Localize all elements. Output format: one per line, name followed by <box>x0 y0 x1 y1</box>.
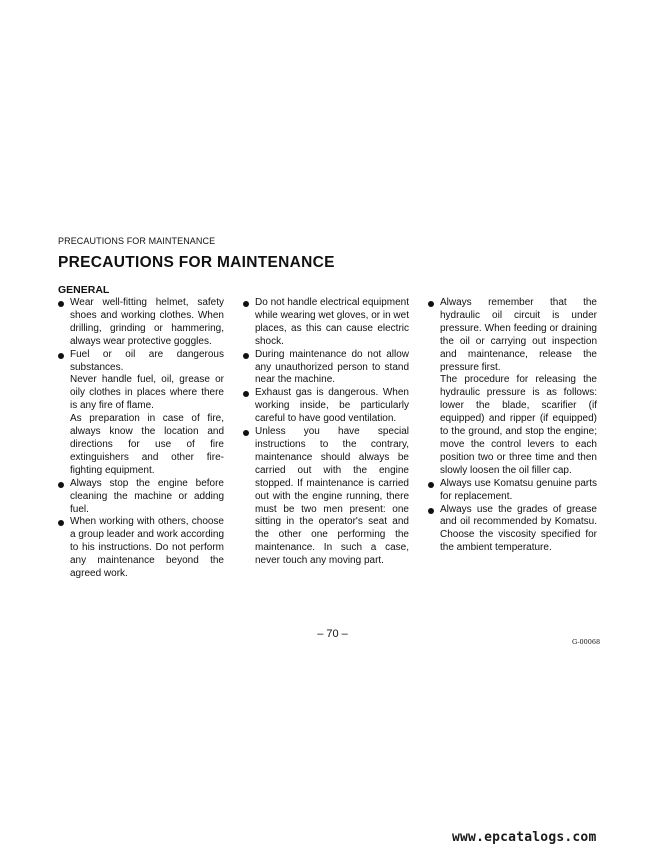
bullet-item <box>58 349 224 478</box>
bullet-dot-icon <box>428 482 434 488</box>
bullet-text: Fuel or oil are dangerous substances. <box>70 348 224 373</box>
bullet-dot-icon <box>243 301 249 307</box>
bullet-text: Always use Komatsu genuine parts for replacement. <box>440 477 597 502</box>
running-head: PRECAUTIONS FOR MAINTENANCE <box>58 236 216 246</box>
bullet-item <box>428 478 597 504</box>
bullet-text: Exhaust gas is dangerous. When working inside, be particularly careful to have good ventilation. <box>255 387 409 425</box>
bullet-item <box>243 426 409 568</box>
watermark-url: www.epcatalogs.com <box>452 830 597 845</box>
bullet-item <box>58 478 224 517</box>
bullet-text: Unless you have special instructions to the contrary, maintenance should always be carried out with the engine stopped. If maintenance is carried out with the engine running, there must be two men present: one sitting in the operator's seat and the other one performing the maintenance. In such a case, never touch any moving part. <box>255 426 409 567</box>
bullet-item <box>243 387 409 426</box>
bullet-item <box>243 349 409 388</box>
column-1 <box>58 297 224 581</box>
bullet-item <box>243 297 409 349</box>
page-number: – 70 – <box>317 628 348 640</box>
bullet-dot-icon <box>428 301 434 307</box>
bullet-item <box>58 297 224 349</box>
bullet-text: Always stop the engine before cleaning the machine or adding fuel. <box>70 477 224 515</box>
bullet-text: Always use the grades of grease and oil recommended by Komatsu. Choose the viscosity specified for the ambient temperature. <box>440 503 597 554</box>
bullet-text: During maintenance do not allow any unauthorized person to stand near the machine. <box>255 348 409 386</box>
bullet-item <box>428 297 597 478</box>
bullet-text: Wear well-fitting helmet, safety shoes and working clothes. When drilling, grinding or hammering, always wear protective goggles. <box>70 297 224 347</box>
bullet-dot-icon <box>428 508 434 514</box>
bullet-item <box>58 516 224 581</box>
page-title: PRECAUTIONS FOR MAINTENANCE <box>58 254 335 271</box>
bullet-text: The procedure for releasing the hydraulic pressure is as follows: lower the blade, scarifier (if equipped) and ripper (if equipped) to the ground, and stop the engine; move the control levers to each position two or three time and then slowly loosen the oil filler cap. <box>440 374 597 476</box>
column-3 <box>428 297 597 555</box>
reference-code: G-00068 <box>572 638 601 646</box>
bullet-dot-icon <box>243 353 249 359</box>
bullet-text: Always remember that the hydraulic oil circuit is under pressure. When feeding or draining the oil or carrying out inspection and maintenance, release the pressure first. <box>440 297 597 373</box>
bullet-dot-icon <box>58 520 64 526</box>
bullet-text: Never handle fuel, oil, grease or oily clothes in places where there is any fire of flame. <box>70 374 224 412</box>
bullet-text: As preparation in case of fire, always know the location and directions for use of fire extinguishers and other fire-fighting equipment. <box>70 413 224 476</box>
bullet-item <box>428 504 597 556</box>
bullet-dot-icon <box>58 301 64 307</box>
bullet-text: Do not handle electrical equipment while wearing wet gloves, or in wet places, as this can cause electric shock. <box>255 297 409 347</box>
bullet-dot-icon <box>58 353 64 359</box>
bullet-dot-icon <box>243 430 249 436</box>
bullet-text: When working with others, choose a group leader and work according to his instructions. Do not perform any maintenance beyond the agreed work. <box>70 516 224 580</box>
bullet-dot-icon <box>243 391 249 397</box>
bullet-dot-icon <box>58 482 64 488</box>
section-heading: GENERAL <box>58 284 110 296</box>
column-2 <box>243 297 409 568</box>
